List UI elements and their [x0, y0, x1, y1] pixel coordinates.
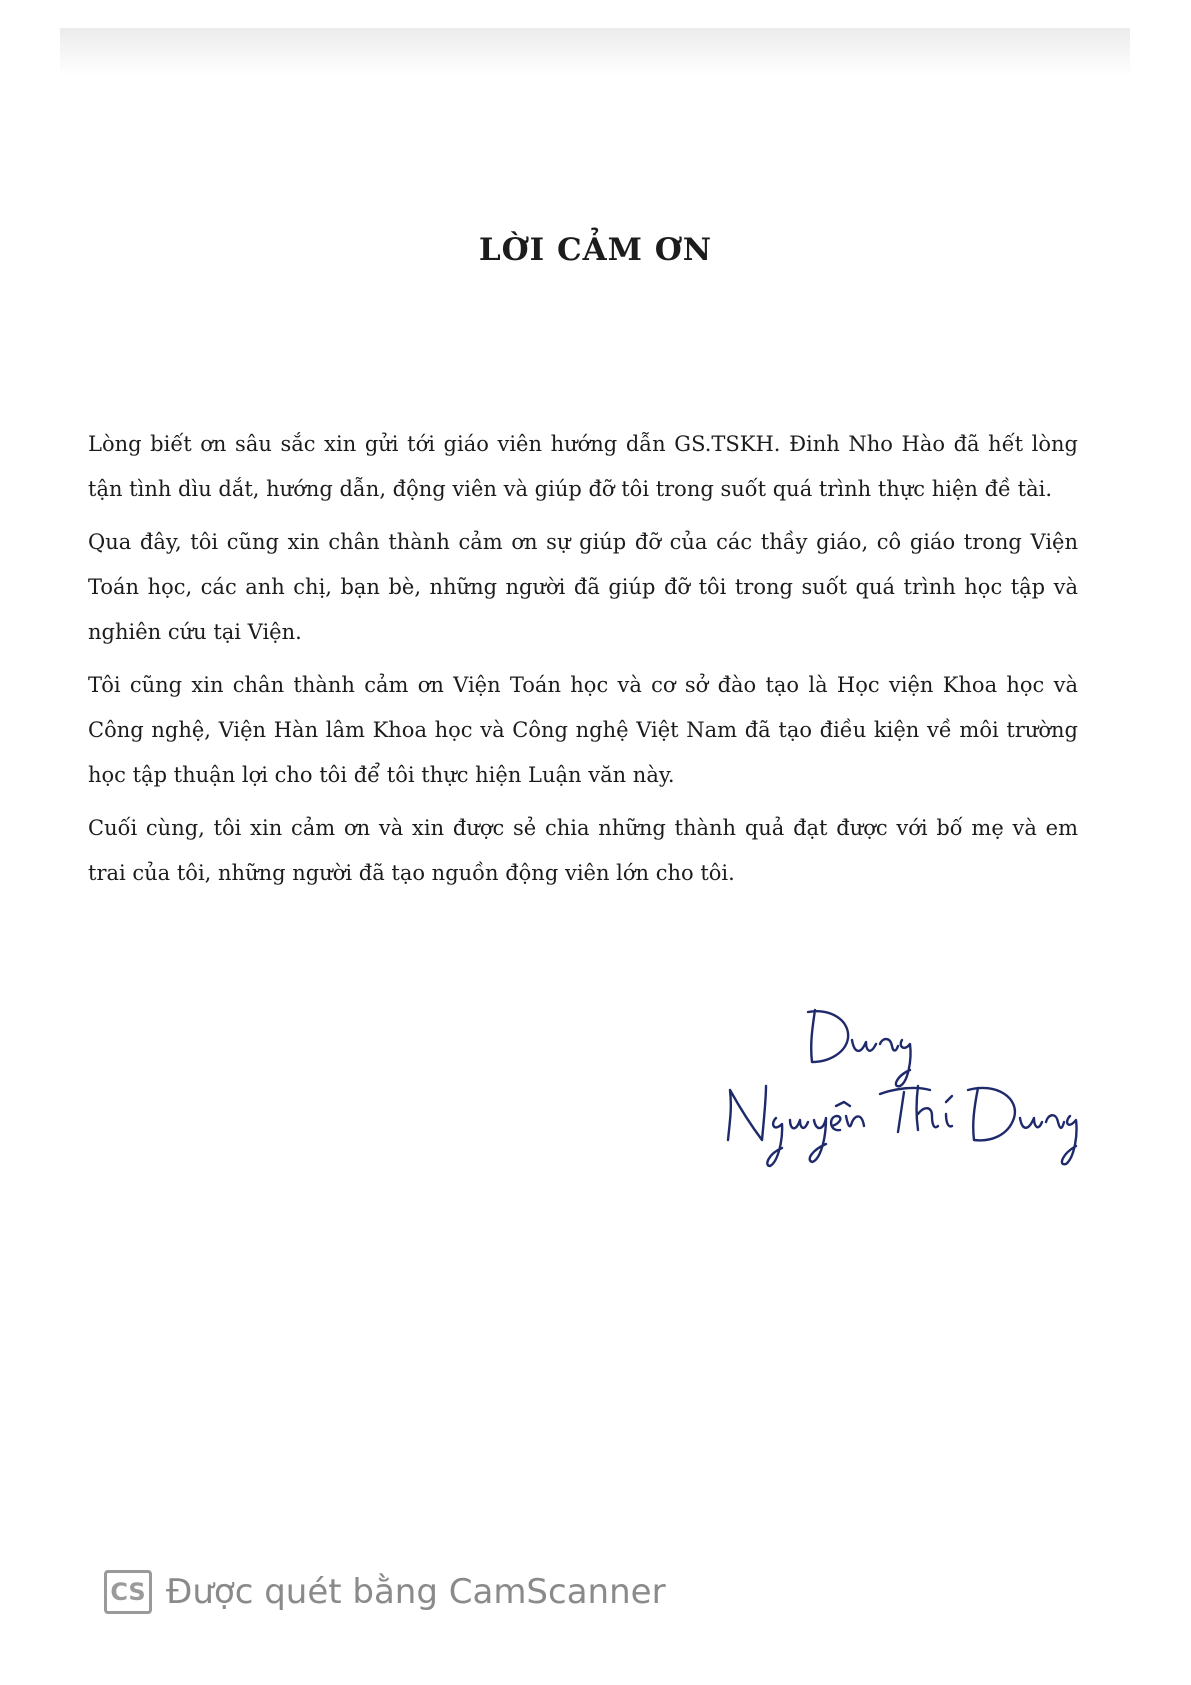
- paragraph-2: Qua đây, tôi cũng xin chân thành cảm ơn sự giúp đỡ của các thầy giáo, cô giáo trong Viện Toán học, các anh chị, bạn bè, những người đã giúp đỡ tôi trong suốt quá trình học tập và nghiên cứu tại Viện.: [88, 530, 1078, 644]
- page-title: LỜI CẢM ƠN: [478, 232, 713, 268]
- paragraph-4: Cuối cùng, tôi xin cảm ơn và xin được sẻ chia những thành quả đạt được với bố mẹ và em trai của tôi, những người đã tạo nguồn động viên lớn cho tôi.: [88, 816, 1078, 885]
- watermark-text: Được quét bằng CamScanner: [166, 1572, 666, 1612]
- paragraph-3: Tôi cũng xin chân thành cảm ơn Viện Toán học và cơ sở đào tạo là Học viện Khoa học và Công nghệ, Viện Hàn lâm Khoa học và Công nghệ Việt Nam đã tạo điều kiện về môi trường học tập thuận lợi cho tôi để tôi thực hiện Luận văn này.: [88, 673, 1078, 787]
- acknowledgement-body: [88, 422, 1078, 904]
- handwritten-signature: [720, 990, 1080, 1180]
- scan-edge-shadow: [60, 28, 1130, 76]
- paragraph-1: Lòng biết ơn sâu sắc xin gửi tới giáo viên hướng dẫn GS.TSKH. Đinh Nho Hào đã hết lòng tận tình dìu dắt, hướng dẫn, động viên và giúp đỡ tôi trong suốt quá trình thực hiện đề tài.: [88, 432, 1078, 501]
- camscanner-watermark: [104, 1570, 666, 1614]
- camscanner-logo-icon: CS: [104, 1570, 152, 1614]
